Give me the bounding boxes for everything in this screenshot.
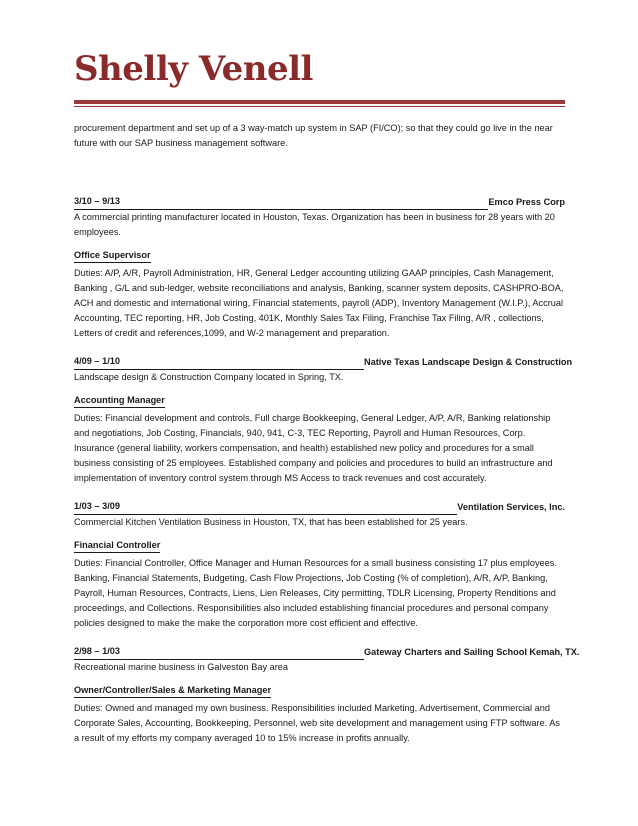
job-role: Financial Controller [74, 539, 160, 553]
job-dates: 1/03 – 3/09 [74, 499, 457, 515]
job-company: Emco Press Corp [488, 197, 565, 207]
job-dates: 4/09 – 1/10 [74, 354, 364, 370]
job-header [74, 644, 580, 660]
header-rule-thick [74, 100, 565, 104]
intro-paragraph: procurement department and set up of a 3 way-match up system in SAP (FI/CO); so that they could go live in the near future with our SAP business management software. [74, 123, 553, 148]
job-entry [74, 644, 580, 746]
job-description: Landscape design & Construction Company located in Spring, TX. [74, 372, 344, 382]
job-company: Ventilation Services, Inc. [457, 502, 565, 512]
job-entry [74, 499, 565, 631]
job-entry [74, 354, 573, 486]
job-dates: 2/98 – 1/03 [74, 644, 364, 660]
job-role: Owner/Controller/Sales & Marketing Manager [74, 684, 271, 698]
job-dates: 3/10 – 9/13 [74, 194, 488, 210]
job-role: Office Supervisor [74, 249, 151, 263]
resume-name: Shelly Venell [74, 49, 313, 89]
job-description: Commercial Kitchen Ventilation Business in Houston, TX, that has been established for 25 years. [74, 517, 468, 527]
job-company: Native Texas Landscape Design & Construction [364, 357, 573, 367]
job-description: A commercial printing manufacturer located in Houston, Texas. Organization has been in business for 28 years with 20 employees. [74, 212, 555, 237]
job-header [74, 194, 565, 210]
job-description: Recreational marine business in Galveston Bay area [74, 662, 288, 672]
job-duties: Duties: Financial development and controls, Full charge Bookkeeping, General Ledger, A/P, A/R, Banking relationship and negotiations, Job Costing, Financials, 940, 941, C-3, TEC Reporting, Payroll and Human Resources, Corp. Insurance (general liability, workers compensation, and health) established new policy and procedures for a small business consisting of 25 employees. Established company and policies and procedures to build an infrastructure and implementation of inventory control system through MS Access to track revenues and cost accurately. [74, 413, 553, 483]
resume-body [74, 121, 580, 746]
job-role: Accounting Manager [74, 394, 165, 408]
job-header [74, 354, 573, 370]
job-entry [74, 194, 565, 341]
job-duties: Duties: A/P, A/R, Payroll Administration, HR, General Ledger accounting utilizing GAAP principles, Cash Management, Banking , G/L and sub-ledger, website reconciliations and analysis, Banking, scanner system deposits, CASHPRO-BOA, ACH and domestic and international wiring, Financial statements, payroll (ADP), Inventory Management (W.I.P.), Accrual Accounting, TEC reporting, HR, Job Costing, 401K, Monthly Sales Tax Filing, Franchise Tax Filing, A/R , collections, Letters of credit and references,1099, and W-2 management and preparation. [74, 268, 564, 338]
header-rule-thin [74, 106, 565, 107]
job-duties: Duties: Owned and managed my own business. Responsibilities included Marketing, Advertisement, Commercial and Corporate Sales, Accounting, Bookkeeping, Personnel, web site development and management using FTP software. As a result of my efforts my company averaged 10 to 15% increase in profits annually. [74, 703, 561, 743]
job-company: Gateway Charters and Sailing School Kemah, TX. [364, 647, 580, 657]
job-header [74, 499, 565, 515]
job-duties: Duties: Financial Controller, Office Manager and Human Resources for a small business consisting 17 plus employees. Banking, Financial Statements, Budgeting, Cash Flow Projections, Job Costing (% of completion), A/R, A/P, Banking, Payroll, Human Resources, Contracts, Liens, Lien Releases, City permitting, TDLR Licensing, Property Renditions and proceedings, and Collections. Responsibilities also included establishing financial procedures and personal company policies designed to make the make the corporation more cost efficient and effective. [74, 558, 557, 628]
